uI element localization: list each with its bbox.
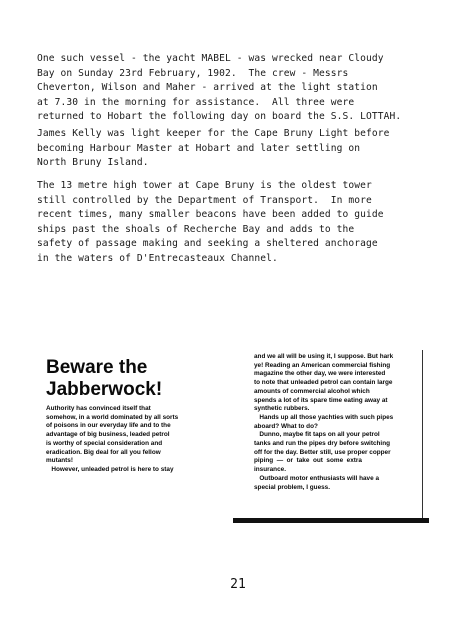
column-line: Hands up all those yachties with such pipes [254, 413, 394, 421]
text-line: Cheverton, Wilson and Maher - arrived at the light station [37, 82, 378, 94]
text-line: ships past the shoals of Recherche Bay and adds to the [37, 223, 355, 235]
text-line: One such vessel - the yacht MABEL - was wrecked near Cloudy [37, 53, 384, 64]
column-line: insurance. [254, 466, 286, 474]
column-line: off for the day. Better still, use proper copper [254, 448, 391, 456]
text-line: safety of passage making and seeking a sheltered anchorage [37, 238, 378, 250]
article-bottom-rule [233, 518, 429, 523]
text-line: The 13 metre high tower at Cape Bruny is the oldest tower [37, 180, 372, 191]
text-line: recent times, many smaller beacons have been added to guide [37, 209, 384, 221]
column-line: However, unleaded petrol is here to stay [46, 465, 174, 473]
column-line: ye! Reading an American commercial fishing [254, 361, 391, 369]
heading-line: Jabberwock! [46, 379, 163, 400]
column-line: Dunno, maybe fit taps on all your petrol [254, 431, 380, 439]
column-line: amounts of commercial alcohol which [254, 387, 370, 395]
column-line: is worthy of special consideration and [46, 439, 163, 447]
typed-paragraph-2 [37, 127, 457, 171]
column-line: tanks and run the pipes dry before switching [254, 440, 391, 448]
column-line: eradication. Big deal for all you fellow [46, 448, 161, 456]
text-line: still controlled by the Department of Transport. In more [37, 194, 372, 206]
text-line: becoming Harbour Master at Hobart and later settling on [37, 142, 361, 154]
article-right-column [254, 353, 430, 492]
column-line: of poisons in our everyday life and to the [46, 422, 171, 430]
text-line: North Bruny Island. [37, 157, 149, 169]
column-line: somehow, in a world dominated by all sorts [46, 413, 179, 421]
column-line: piping — or take out some extra [254, 457, 362, 465]
heading-line: Beware the [46, 357, 148, 378]
column-line: to note that unleaded petrol can contain large [254, 379, 393, 387]
column-line: Outboard motor enthusiasts will have a [254, 474, 379, 482]
column-line: and we all will be using it, I suppose. But hark [254, 353, 394, 360]
column-line: aboard? What to do? [254, 422, 318, 430]
typed-paragraph-3 [37, 179, 457, 267]
text-line: Bay on Sunday 23rd February, 1902. The crew - Messrs [37, 67, 349, 79]
column-line: Authority has convinced itself that [46, 405, 151, 412]
column-line: mutants! [46, 457, 73, 465]
column-line: advantage of big business, leaded petrol [46, 431, 170, 439]
text-line: at 7.30 in the morning for assistance. All three were [37, 96, 355, 108]
text-line: James Kelly was light keeper for the Cape Bruny Light before [37, 128, 390, 139]
page-number: 21 [230, 577, 246, 592]
column-line: magazine the other day, we were interested [254, 370, 386, 378]
text-line: returned to Hobart the following day on board the S.S. LOTTAH. [37, 111, 402, 123]
article-left-column [46, 405, 252, 475]
column-line: synthetic rubbers. [254, 405, 310, 413]
column-line: special problem, I guess. [254, 483, 331, 491]
typed-paragraph-1 [37, 52, 457, 125]
article-heading [46, 357, 236, 401]
column-line: spends a lot of its spare time eating away at [254, 396, 388, 404]
text-line: in the waters of D'Entrecasteaux Channel. [37, 252, 278, 264]
